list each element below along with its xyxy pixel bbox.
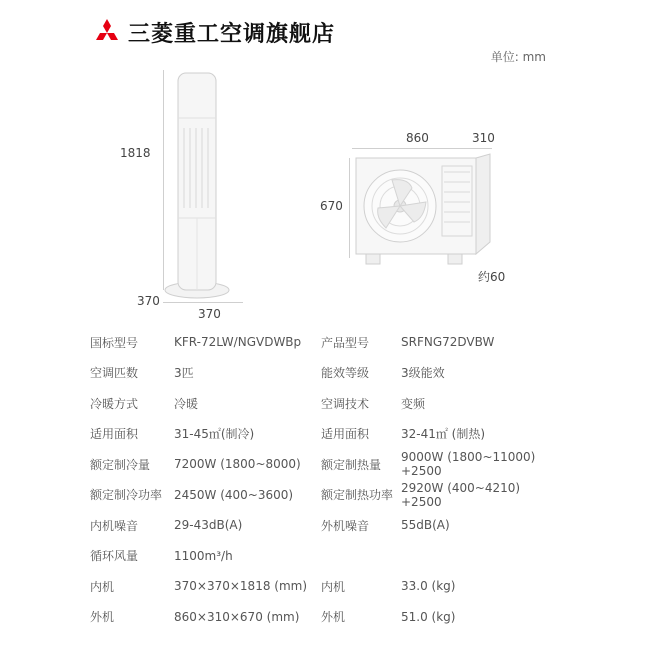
spec-label: 外机 <box>90 610 115 625</box>
spec-label: 国标型号 <box>90 335 139 350</box>
spec-label: 适用面积 <box>90 427 139 442</box>
outdoor-width-guide <box>352 148 492 149</box>
spec-value: 32-41㎡ (制热) <box>401 427 486 442</box>
spec-row <box>90 449 560 480</box>
indoor-width-guide <box>163 302 243 303</box>
spec-label: 额定制热量 <box>321 457 382 472</box>
spec-value: 7200W (1800~8000) <box>174 457 301 472</box>
brand-name: 三菱重工空调旗舰店 <box>128 21 336 47</box>
spec-label: 外机噪音 <box>321 518 370 533</box>
spec-value: 33.0 (kg) <box>401 579 456 594</box>
spec-value: 370×370×1818 (mm) <box>174 579 308 594</box>
outdoor-height-guide <box>349 158 350 258</box>
spec-row <box>90 571 560 602</box>
spec-label: 能效等级 <box>321 366 370 381</box>
outdoor-unit-drawing <box>352 152 502 277</box>
indoor-width-label: 370 <box>198 307 221 321</box>
spec-value: 29-43dB(A) <box>174 518 243 533</box>
spec-row <box>90 541 560 572</box>
mitsubishi-three-diamonds-icon <box>92 18 122 46</box>
spec-value: 860×310×670 (mm) <box>174 609 300 624</box>
spec-value: 9000W (1800~11000) +2500 <box>401 450 536 479</box>
spec-value: 55dB(A) <box>401 518 450 533</box>
spec-label: 内机噪音 <box>90 518 139 533</box>
spec-table <box>90 327 560 632</box>
spec-value: 2920W (400~4210) +2500 <box>401 480 521 509</box>
spec-row <box>90 480 560 511</box>
spec-row <box>90 419 560 450</box>
spec-value: 2450W (400~3600) <box>174 487 294 502</box>
spec-value: 31-45㎡(制冷) <box>174 427 255 442</box>
outdoor-width-label: 860 <box>406 131 429 145</box>
spec-label: 内机 <box>321 579 346 594</box>
spec-value: SRFNG72DVBW <box>401 335 495 350</box>
spec-row <box>90 602 560 633</box>
spec-label: 额定制热功率 <box>321 488 394 503</box>
spec-label: 内机 <box>90 579 115 594</box>
spec-row <box>90 388 560 419</box>
spec-label: 额定制冷量 <box>90 457 151 472</box>
spec-value: 冷暖 <box>174 396 199 411</box>
spec-label: 空调技术 <box>321 396 370 411</box>
spec-label: 循环风量 <box>90 549 139 564</box>
spec-value: KFR-72LW/NGVDWBp <box>174 335 302 350</box>
spec-value: 1100m³/h <box>174 548 233 563</box>
spec-label: 额定制冷功率 <box>90 488 163 503</box>
spec-row <box>90 358 560 389</box>
spec-value: 变频 <box>401 396 426 411</box>
spec-label: 适用面积 <box>321 427 370 442</box>
spec-label: 外机 <box>321 610 346 625</box>
indoor-depth-label: 370 <box>137 294 160 308</box>
indoor-height-label: 1818 <box>120 146 151 160</box>
outdoor-height-label: 670 <box>320 199 343 213</box>
outdoor-depth-label: 310 <box>472 131 495 145</box>
brand-header <box>92 14 335 50</box>
spec-value: 3匹 <box>174 366 194 381</box>
unit-label: 单位: mm <box>490 50 546 64</box>
spec-value: 3级能效 <box>401 366 445 381</box>
spec-label: 冷暖方式 <box>90 396 139 411</box>
spec-label: 产品型号 <box>321 335 370 350</box>
spec-row <box>90 327 560 358</box>
spec-label: 空调匹数 <box>90 366 139 381</box>
spec-row <box>90 510 560 541</box>
indoor-unit-drawing <box>150 68 260 308</box>
outdoor-foot-label: 约60 <box>478 270 506 284</box>
indoor-height-guide <box>163 70 164 290</box>
spec-value: 51.0 (kg) <box>401 609 456 624</box>
